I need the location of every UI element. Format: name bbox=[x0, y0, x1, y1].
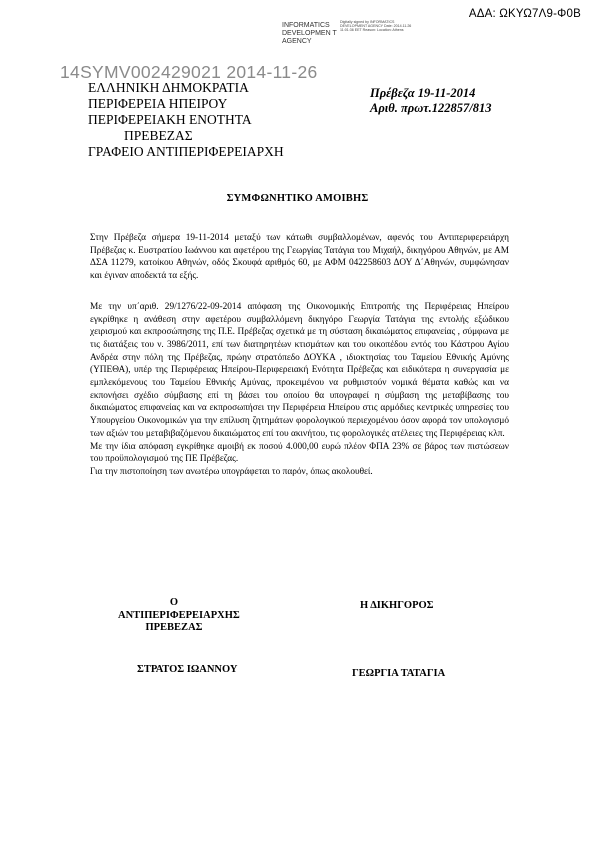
header-line-3: ΠΕΡΙΦΕΡΕΙΑΚΗ ΕΝΟΤΗΤΑ bbox=[88, 112, 252, 127]
signatory-left-role: Ο ΑΝΤΙΠΕΡΙΦΕΡΕΙΑΡΧΗΣ bbox=[118, 597, 240, 621]
ada-code: ΑΔΑ: ΩΚΥΩ7Λ9-Φ0Β bbox=[468, 8, 581, 20]
digital-signature-org: INFORMATICS DEVELOPMEN T AGENCY bbox=[282, 22, 337, 45]
document-body bbox=[90, 232, 509, 479]
paragraph-closing: Για την πιστοποίηση των ανωτέρω υπογράφεται το παρόν, όπως ακολουθεί. bbox=[90, 466, 373, 477]
paragraph-decision: Με την υπ΄αριθ. 29/1276/22-09-2014 απόφαση της Οικονομικής Επιτροπής της Περιφέρειας Ηπείρου εγκρίθηκε η ανάθεση στην αφετέρου συμβαλλόμενη δικηγόρο Γεωργία Τατάγια της εντολής εξώδικου χειρισμού και εκπροσώπησης της Π.Ε. Πρέβεζας σχετικά με τη σύσταση δικαιώματος επιφανείας , σύμφωνα με τις διατάξεις του ν. 3986/2011, επί των διατηρητέων κτισμάτων και του οικοπέδου εντός του Κάστρου Αγίου Ανδρέα στην πόλη της Πρέβεζας, πρώην στρατόπεδο ΔΟΥΚΑ , ιδιοκτησίας του Ταμείου Εθνικής Αμύνης (ΥΠΕΘΑ), υπέρ της Περιφέρειας Ηπείρου-Περιφερειακή Ενότητα Πρέβεζας και ειδικότερα η συνεργασία με εμπλεκόμενους του Ταμείου Εθνικής Αμύνας, προκειμένου να ρυθμιστούν νομικά θέματα καθώς και να εκπονήσει σχέδιο σύμβασης επί τη βάσει του οποίου θα υπογραφεί η σύμβαση της μεταβίβασης του δικαιώματος επιφανείας και να εκπροσωπήσει την Περιφέρεια Ηπείρου στις αρμόδιες κεντρικές υπηρεσίες του Υπουργείου Οικονομικών για την επίλυση ζητημάτων φορολογικού περιεχομένου όσον αφορά τον υπολογισμό των αξιών του μεταβιβαζόμενου δικαιώματος επί του ακινήτου, τις φορολογικές ατέλειες της Περιφέρειας κλπ. bbox=[90, 301, 509, 439]
header-line-1: ΕΛΛΗΝΙΚΗ ΔΗΜΟΚΡΑΤΙΑ bbox=[88, 80, 249, 95]
header-line-5: ΓΡΑΦΕΙΟ ΑΝΤΙΠΕΡΙΦΕΡΕΙΑΡΧΗ bbox=[88, 144, 284, 159]
digital-signature-details: Digitally signed by INFORMATICS DEVELOPMENT AGENCY Date: 2014.11.26 11:01:36 EET Reason: Location: Athens bbox=[340, 20, 412, 33]
signatory-right-title: Η ΔΙΚΗΓΟΡΟΣ bbox=[360, 600, 434, 611]
protocol-number: Αριθ. πρωτ.122857/813 bbox=[370, 101, 492, 115]
header-line-2: ΠΕΡΙΦΕΡΕΙΑ ΗΠΕΙΡΟΥ bbox=[88, 96, 228, 111]
document-title: ΣΥΜΦΩΝΗΤΙΚΟ ΑΜΟΙΒΗΣ bbox=[226, 193, 369, 204]
signatory-left-unit: ΠΡΕΒΕΖΑΣ bbox=[145, 622, 203, 633]
paragraph-fee: Με την ίδια απόφαση εγκρίθηκε αμοιβή εκ ποσού 4.000,00 ευρώ πλέον ΦΠΑ 23% σε βάρος των πιστώσεων του προϋπολογισμού της ΠΕ Πρέβεζας. bbox=[90, 441, 509, 465]
issuer-header bbox=[88, 80, 328, 160]
signatory-left-name: ΣΤΡΑΤΟΣ ΙΩΑΝΝΟΥ bbox=[137, 664, 238, 675]
signatory-right-name: ΓΕΩΡΓΙΑ ΤΑΤΑΓΙΑ bbox=[352, 668, 446, 679]
registry-number: 14SYMV002429021 2014-11-26 bbox=[60, 62, 318, 82]
signatory-left-title bbox=[118, 597, 240, 635]
place-date: Πρέβεζα 19-11-2014 bbox=[370, 86, 476, 100]
header-line-4: ΠΡΕΒΕΖΑΣ bbox=[124, 128, 193, 143]
paragraph-parties: Στην Πρέβεζα σήμερα 19-11-2014 μεταξύ των κάτωθι συμβαλλομένων, αφενός του Αντιπεριφερειάρχη Πρέβεζας κ. Ευστρατίου Ιωάννου και αφετέρου της Γεωργίας Τατάγια του Μιχαήλ, δικηγόρου Αθηνών, με ΑΜ ΔΣΑ 11279, κατοίκου Αθηνών, οδός Σκουφά αριθμός 60, με ΑΦΜ 042258603 ΔΟΥ Δ΄Αθηνών, συμφώνησαν και έγιναν αποδεκτά τα εξής. bbox=[90, 233, 509, 282]
date-block bbox=[370, 86, 492, 116]
